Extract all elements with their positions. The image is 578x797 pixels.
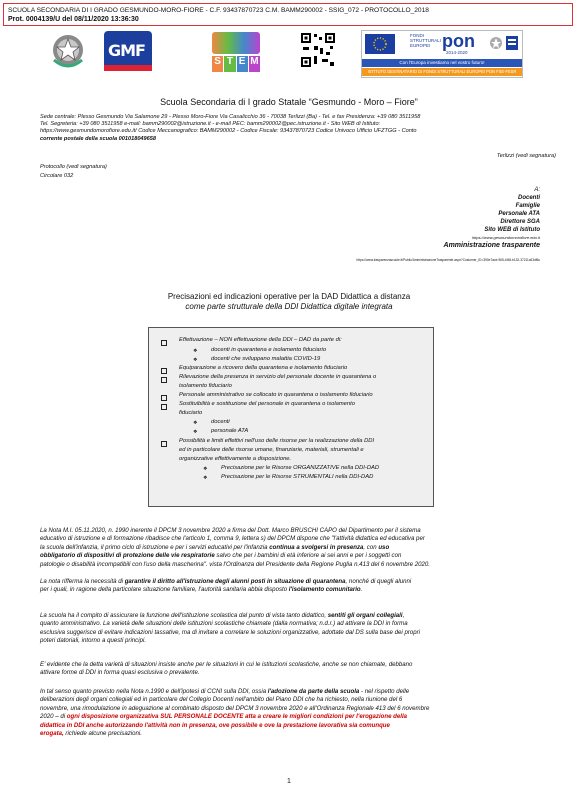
p5-line-2: deliberazioni degli organi collegiali ed in particolare del Collegio Docenti nell'ambito del Piano DDI che ha richiesto, nella riunione del 6 bbox=[40, 696, 403, 704]
summary-sub-1: docenti in quarantena e isolamento fiduciario bbox=[211, 347, 327, 353]
paragraph-3 bbox=[40, 612, 556, 646]
diamond-bullet-icon: ❖ bbox=[203, 466, 208, 472]
checkbox-icon bbox=[161, 340, 167, 346]
p2-bold-diritto: garantire il diritto all'istruzione degli alunni posti in situazione di quarantena bbox=[124, 578, 346, 585]
circular-number: Circolare 032 bbox=[40, 173, 74, 179]
subject-line-1: Precisazioni ed indicazioni operative per la DAD Didattica a distanza bbox=[167, 292, 411, 301]
summary-sub-5: Precisazione per le Risorse ORGANIZZATIVE nella DDI-DAD bbox=[221, 465, 380, 471]
paragraph-5 bbox=[40, 688, 556, 738]
checkbox-icon bbox=[161, 441, 167, 447]
p4-line-2: attivare forme di DDI in forma quasi esclusiva o prevalente. bbox=[40, 669, 200, 677]
address-line-3: https://www.gesmundomorofiore.edu.it/ Codice Meccanografico: BAMM290002 - Codice Fiscale: 93437870723 Codice Univoco Ufficio UFZTGG - Conto bbox=[40, 128, 417, 135]
p5-line-4 bbox=[40, 713, 556, 721]
gmf-logo bbox=[104, 31, 152, 71]
eu-flag-icon bbox=[365, 34, 395, 54]
stem-letter-e: E bbox=[237, 56, 248, 72]
address-line-1: Sede centrale: Plesso Gesmundo Via Salamone 29 - Plesso Moro-Fiore Via Casalicchio 36 - 70038 Terlizzi (Ba) - Tel. e fax Presidenza: +39 080 3511958 bbox=[40, 114, 421, 120]
p1-line-2: educativo di istruzione e di formazione ribadisce che l'articolo 1, comma 9, lettera s) del DPCM dispone che "l'attività didattica ed educativa per bbox=[40, 535, 425, 543]
recipient-dsga: Direttore SGA bbox=[500, 219, 540, 225]
p2-text-b: , nonché di quegli alunni bbox=[345, 578, 412, 585]
p1-text-a: la scuola dell'infanzia, il primo ciclo di istruzione e per i servizi educativi per l'infanzia bbox=[40, 543, 270, 551]
p3-line-1 bbox=[40, 612, 556, 620]
p5-text-b: - nel rispetto delle bbox=[359, 688, 410, 695]
paragraph-1 bbox=[40, 527, 556, 569]
pon-banner-logo bbox=[361, 30, 523, 78]
summary-item-6c: organizzative effettivamente a disposizione. bbox=[179, 456, 292, 462]
subject bbox=[0, 292, 578, 312]
p3-text-a: La scuola ha il compito di assicurare la funzione dell'istituzione scolastica dal punto di vista tanto didattico, bbox=[40, 612, 328, 619]
stem-logo bbox=[208, 30, 264, 74]
miur-logo-icon bbox=[505, 35, 519, 51]
p1-bold-presenza: continua a svolgersi in presenza bbox=[269, 543, 364, 551]
diamond-bullet-icon: ❖ bbox=[203, 475, 208, 481]
summary-sub-6: Precisazione per le Risorse STRUMENTALI nella DDI-DAD bbox=[221, 474, 374, 480]
p3-line-4: poteri datoriali, intorno a questi principi. bbox=[40, 637, 147, 645]
p1-line-1: La Nota M.I. 05.11.2020, n. 1990 inerente il DPCM 3 novembre 2020 a firma del Dott. Marco BRUSCHI CAPO del Dipartimento per il sistema bbox=[40, 527, 421, 534]
stem-letter-t: T bbox=[224, 56, 235, 72]
summary-item-5b: fiduciario bbox=[179, 410, 203, 416]
checkbox-icon bbox=[161, 368, 167, 374]
website-link[interactable]: https://www.gesmundomorofiore.edu.it bbox=[471, 235, 540, 240]
p5-text-a: In tal senso quanto previsto nella Nota n.1990 e dell'ipotesi di CCNI sulla DDI, ossia bbox=[40, 688, 268, 695]
p2-text-a: La nota rifferma la necessità di bbox=[40, 578, 125, 585]
p1-line-5: patologie o disabilità incompatibili con l'uso della mascherina". vista l'Ordinanza del Presidente della Regione Puglia n.413 del 6 novembre 2020. bbox=[40, 560, 430, 568]
checkbox-icon bbox=[161, 404, 167, 410]
p2-line-2 bbox=[40, 586, 556, 594]
summary-item-6b: ed in particolare delle risorse umane, finanziarie, materiali, strumentali e bbox=[179, 447, 364, 453]
checkbox-icon bbox=[161, 377, 167, 383]
summary-sub-4: personale ATA bbox=[211, 428, 249, 434]
protocol-ref: Protocollo (vedi segnatura) bbox=[40, 164, 107, 170]
recipient-docenti: Docenti bbox=[517, 195, 540, 201]
summary-item-5a: Sostituibilità e sostituzione del personale in quarantena o isolamento bbox=[179, 401, 355, 407]
pon-band-1: Con l'Europa investiamo nel vostro futuro! bbox=[362, 59, 522, 67]
summary-item-4: Personale amministrativo se collocato in quarantena o isolamento fiduciario bbox=[179, 392, 373, 398]
summary-item-2: Equiparazione a ricovero della quarantena e isolamento fiduciario bbox=[179, 365, 348, 371]
diamond-bullet-icon: ❖ bbox=[193, 420, 198, 426]
p1-text-b: , con bbox=[363, 543, 379, 551]
pon-subtitle: FONDI STRUTTURALI EUROPEI bbox=[410, 33, 442, 48]
summary-item-3b: isolamento fiduciario bbox=[179, 383, 232, 389]
p3-line-3: esclusiva suggerisce di evitare indicazioni tassative, ma di invitare a correlare le soluzioni organizzative, adottate dal DS sulla base dei propri bbox=[40, 628, 421, 636]
school-name: Scuola Secondaria di I grado Statale “Gesmundo - Moro – Fiore” bbox=[160, 97, 418, 107]
page-number: 1 bbox=[287, 778, 291, 785]
amministrazione-trasparente: Amministrazione trasparente bbox=[443, 242, 540, 249]
summary-item-3a: Rilevazione della presenza in servizio del personale docente in quarantena o bbox=[179, 374, 377, 380]
recipient-sito-web: Sito WEB di Istituto bbox=[484, 227, 540, 233]
p1-line-4 bbox=[40, 552, 556, 560]
summary-item-6a: Possibilità e limiti effettivi nell'uso delle risorse per la realizzazione della DDI bbox=[179, 438, 375, 444]
stem-letter-s: S bbox=[212, 56, 223, 72]
p1-line-3 bbox=[40, 544, 556, 552]
summary-sub-2: docenti che sviluppano malattia COVID-19 bbox=[211, 356, 321, 362]
diamond-bullet-icon: ❖ bbox=[193, 348, 198, 354]
p5-red-disposizione: ogni disposizione organizzativa SUL PERSONALE DOCENTE atta a creare le migliori condizioni per l'erogazione della bbox=[66, 713, 408, 721]
p5-line-6 bbox=[40, 730, 556, 738]
p2-bold-isolamento: l'isolamento comunitario bbox=[288, 586, 361, 594]
italian-emblem-logo bbox=[48, 30, 88, 70]
p5-line-1 bbox=[40, 688, 556, 696]
place-date: Terlizzi (vedi segnatura) bbox=[496, 153, 556, 159]
protocol-line-2: Prot. 0004139/U del 08/11/2020 13:36:30 bbox=[8, 16, 139, 23]
p5-line-3: novembre, una rimodulazione in adeguazione al combinato disposto del DPCM 3 novembre 2020 e all'Ordinanza Regionale 413 del 6 novembre bbox=[40, 704, 430, 712]
qr-code-icon bbox=[300, 32, 336, 68]
p2-text-d: . bbox=[360, 586, 363, 594]
summary-sub-3: docenti bbox=[211, 419, 230, 425]
p5-red-line-5: didattica in DDI anche autorizzando l'attività non in presenza, ove possibile e ove la prestazione lavorativa sia comunque bbox=[40, 721, 390, 729]
recipient-personale-ata: Personale ATA bbox=[498, 211, 540, 217]
pon-band-2: ISTITUTO DESTINATARIO DI FONDI STRUTTURALI EUROPEI PON FSE-FESR bbox=[362, 68, 522, 76]
diamond-bullet-icon: ❖ bbox=[193, 357, 198, 363]
p5-bold-adozione: l'adozione da parte della scuola bbox=[267, 688, 360, 695]
school-address bbox=[40, 114, 560, 143]
checkbox-icon bbox=[161, 395, 167, 401]
p3-line-2: quanto amministrativo. La varietà delle situazioni delle istituzioni scolastiche chiamate (dalla normativa; n.d.r.) ad attivare la DDI in forma bbox=[40, 620, 408, 628]
summary-box bbox=[148, 327, 434, 507]
address-line-4: corrente postale della scuola 001018049658 bbox=[40, 135, 156, 142]
p2-line-1 bbox=[40, 578, 556, 586]
p1-bold-uso: uso bbox=[378, 543, 390, 551]
p2-text-c: per i quali, in ragione della particolare situazione familiare, l'autorità sanitaria abbia disposto bbox=[40, 586, 289, 594]
p3-bold-organi: sentiti gli organi collegiali bbox=[327, 612, 403, 619]
p1-bold-dispositivi: obbligatorio di dispositivi di protezione delle vie respiratorie bbox=[40, 552, 215, 560]
trasparenza-link[interactable]: https://www.trasparenzascuole.it/Public/AmministrazioneTrasparente.aspx?Customer_ID=390e7ace-965-4f48-b132-37211c63df6c bbox=[356, 258, 540, 262]
republic-emblem-icon bbox=[488, 35, 504, 51]
subject-line-2: come parte strutturale della DDI Didattica digitale integrata bbox=[185, 302, 393, 311]
recipient-famiglie: Famiglie bbox=[515, 203, 540, 209]
gmf-text: GMF bbox=[108, 41, 145, 60]
address-line-2: Tel. Segreteria: +39 080 3511958 e-mail: bamm290002@istruzione.it - e-mail PEC: bamm290002@pec.istruzione.it - Sito WEB di Istituto: bbox=[40, 121, 381, 128]
recipients-block bbox=[340, 186, 540, 250]
p5-red-erogata: erogata, bbox=[40, 730, 64, 738]
p5-text-d: richiede alcune precisazioni. bbox=[63, 730, 142, 738]
recipients-a: A: bbox=[534, 187, 540, 193]
pon-title: pon bbox=[442, 31, 475, 51]
p3-text-b: , bbox=[402, 612, 405, 619]
stem-letter-m: M bbox=[249, 56, 260, 72]
protocol-line-1: SCUOLA SECONDARIA DI I GRADO GESMUNDO-MORO-FIORE - C.F. 93437870723 C.M. BAMM290002 - SSIG_072 - PROTOCOLLO_2018 bbox=[8, 7, 429, 14]
paragraph-4 bbox=[40, 661, 556, 678]
protocol-stamp bbox=[3, 3, 573, 26]
summary-item-1: Effettuazione – NON effettuazione della DDI – DAD da parte di: bbox=[179, 337, 342, 343]
pon-years: 2014-2020 bbox=[446, 50, 468, 55]
diamond-bullet-icon: ❖ bbox=[193, 429, 198, 435]
p4-line-1: E' evidente che la detta varietà di situazioni insiste anche per le situazioni in cui le istituzioni scolastiche, anche se non chiamate, debbano bbox=[40, 661, 413, 668]
p1-text-c: salvo che per i bambini di età inferiore ai sei anni e per i soggetti con bbox=[214, 552, 402, 560]
paragraph-2 bbox=[40, 578, 556, 595]
p5-text-c: 2020 – di bbox=[40, 713, 67, 721]
